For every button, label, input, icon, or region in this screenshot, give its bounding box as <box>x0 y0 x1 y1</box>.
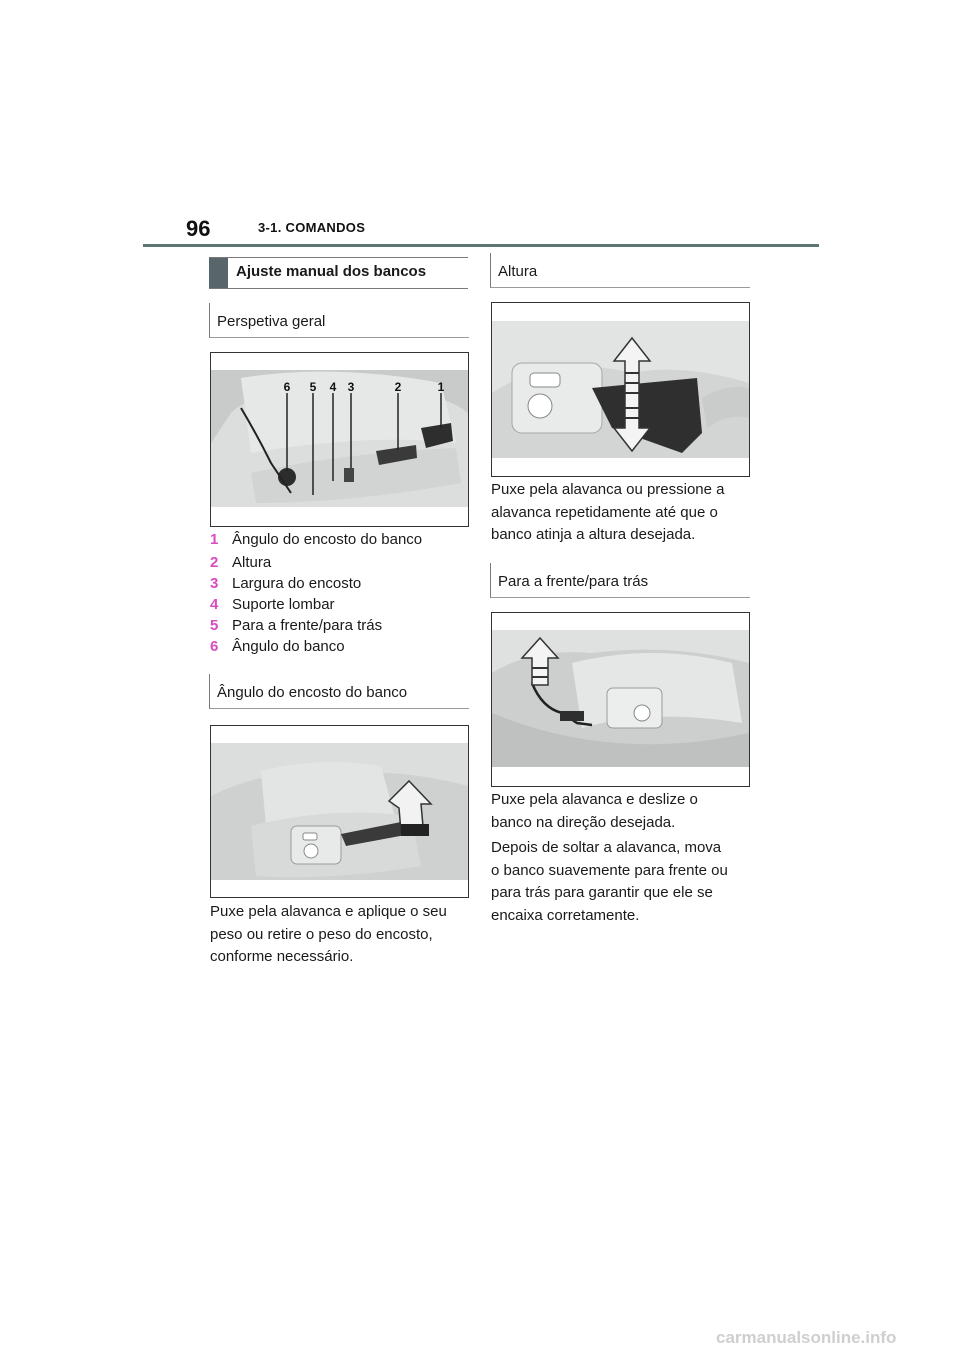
legend-item-1: 1 Ângulo do encosto do banco <box>210 531 423 548</box>
section-tab <box>209 258 228 288</box>
section-banner <box>209 257 468 289</box>
seat-overview-illustration <box>211 353 468 526</box>
header-rule <box>143 244 819 247</box>
legend-item-4: 4 Suporte lombar <box>210 596 335 613</box>
chapter-title: 3-1. COMANDOS <box>258 220 366 235</box>
callout-5: 5 <box>309 380 317 394</box>
height-figure <box>491 302 750 477</box>
callout-6: 6 <box>283 380 291 394</box>
legend-item-3: 3 Largura do encosto <box>210 575 362 592</box>
fore-aft-instructions: Puxe pela alavanca e deslize o banco na direção desejada. <box>491 791 698 831</box>
backrest-heading-text: Ângulo do encosto do banco <box>217 684 408 701</box>
fore-aft-heading <box>490 563 750 598</box>
footer-watermark: carmanualsonline.info <box>716 1328 897 1347</box>
backrest-lever-illustration <box>211 726 468 897</box>
height-instructions: Puxe pela alavanca ou pressione a alavanca repetidamente até que o banco atinja a altura desejada. <box>491 481 725 543</box>
legend-item-6: 6 Ângulo do banco <box>210 638 345 655</box>
fore-aft-notes: Depois de soltar a alavanca, mova o banco suavemente para frente ou para trás para garantir que ele se encaixa corretamente. <box>491 839 728 924</box>
callout-2: 2 <box>394 380 402 394</box>
overview-heading-text: Perspetiva geral <box>217 313 326 330</box>
page-number: 96 <box>186 216 211 241</box>
height-heading-text: Altura <box>498 263 538 280</box>
overview-heading <box>209 303 469 338</box>
height-lever-illustration <box>492 303 749 476</box>
section-title: Ajuste manual dos bancos <box>236 263 427 280</box>
legend-item-5: 5 Para a frente/para trás <box>210 617 383 634</box>
fore-aft-figure <box>491 612 750 787</box>
overview-figure <box>210 352 469 527</box>
height-heading <box>490 253 750 288</box>
callout-4: 4 <box>329 380 337 394</box>
fore-aft-heading-text: Para a frente/para trás <box>498 573 649 590</box>
callout-3: 3 <box>347 380 355 394</box>
callout-1: 1 <box>437 380 445 394</box>
backrest-figure <box>210 725 469 898</box>
backrest-heading <box>209 674 469 709</box>
backrest-instructions: Puxe pela alavanca e aplique o seu peso ou retire o peso do encosto, conforme necessário. <box>210 903 447 965</box>
legend-item-2: 2 Altura <box>210 554 272 571</box>
fore-aft-lever-illustration <box>492 613 749 786</box>
